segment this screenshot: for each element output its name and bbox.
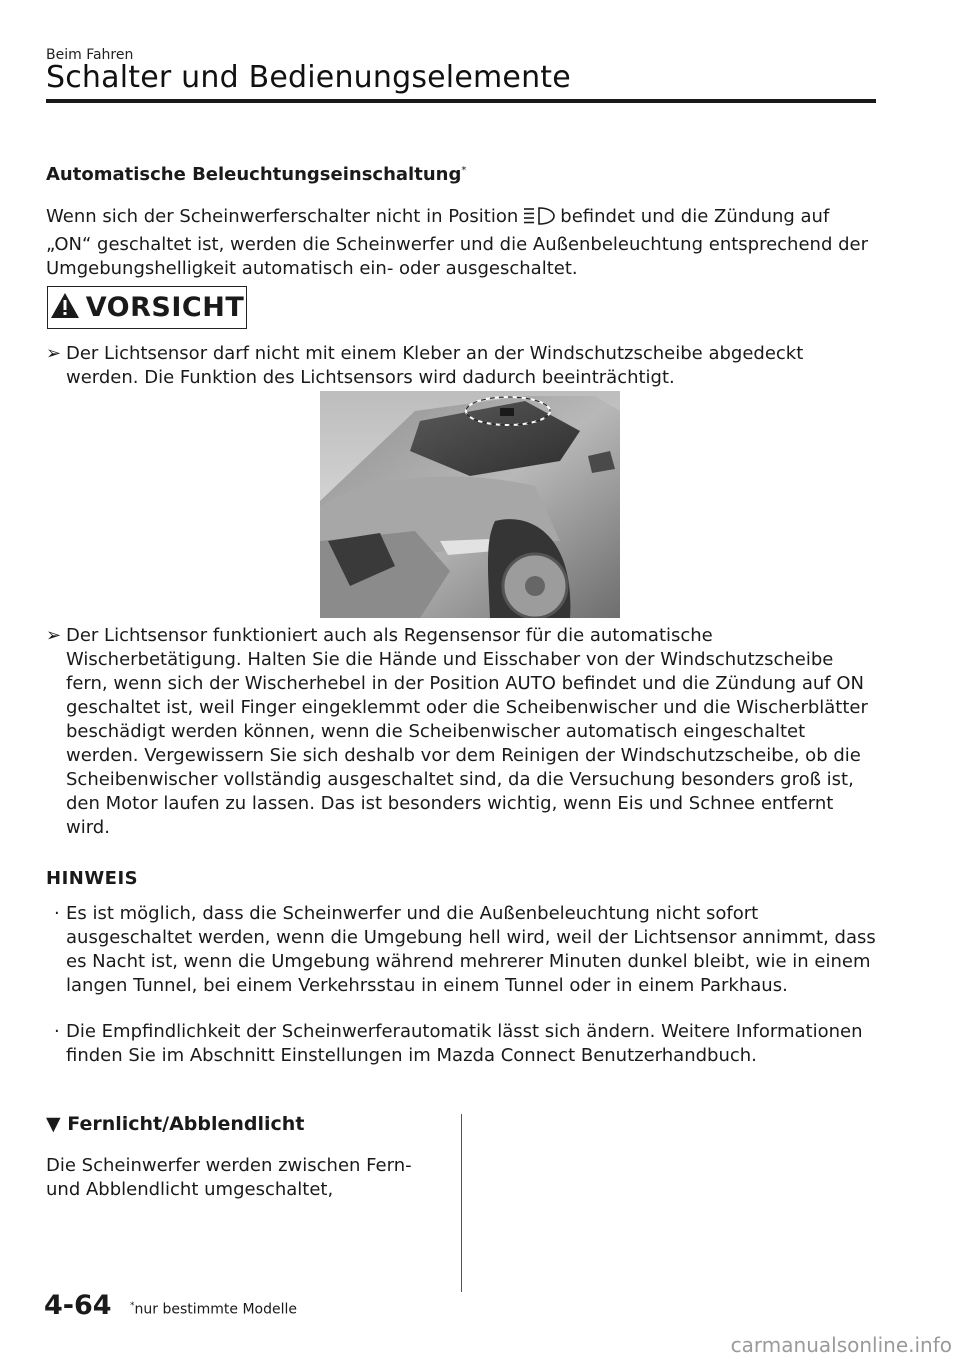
caution-item <box>46 342 876 390</box>
footnote-marker: * <box>461 165 467 176</box>
note-text: Es ist möglich, dass die Scheinwerfer und die Außenbeleuchtung nicht sofort ausgeschaltet werden, wenn die Umgebung hell wird, weil der Lichtsensor annimmt, dass es Nacht ist, wenn die Umgebung während mehrerer Minuten dunkel bleibt, wie in einem langen Tunnel, bei einem Verkehrsstau in einem Tunnel oder in einem Parkhaus. <box>66 903 876 996</box>
footnote <box>130 1301 297 1318</box>
triangle-down-icon: ▼ <box>46 1113 61 1135</box>
section-heading <box>46 164 466 185</box>
note-item <box>46 902 876 998</box>
note-item <box>46 1020 876 1068</box>
note-text: Die Empfindlichkeit der Scheinwerferautomatik lässt sich ändern. Weitere Informationen finden Sie im Abschnitt Einstellungen im Mazda Connect Benutzerhandbuch. <box>66 1021 863 1066</box>
title-divider <box>46 99 876 103</box>
note-heading: HINWEIS <box>46 868 139 889</box>
caution-label: VORSICHT <box>85 292 245 323</box>
headlight-icon <box>522 206 556 233</box>
page-number: 4-64 <box>44 1290 112 1321</box>
caution-box <box>47 286 247 329</box>
footnote-marker: * <box>130 1301 135 1311</box>
intro-text-part1: Wenn sich der Scheinwerferschalter nicht in Position <box>46 206 519 227</box>
page-title: Schalter und Bedienungselemente <box>46 60 571 95</box>
caution-text: Der Lichtsensor darf nicht mit einem Kleber an der Windschutzscheibe abgedeckt werden. Die Funktion des Lichtsensors wird dadurch beeinträchtigt. <box>66 343 804 388</box>
bullet-arrow-icon: ➢ <box>46 343 62 364</box>
bullet-dot-icon: · <box>54 903 60 924</box>
subsection-heading <box>46 1113 304 1135</box>
watermark: carmanualsonline.info <box>730 1333 952 1357</box>
intro-text-part2: befindet und die Zündung auf „ON“ geschaltet ist, werden die Scheinwerfer und die Außenbeleuchtung entsprechend der Umgebungshelligkeit automatisch ein- oder ausgeschaltet. <box>46 206 868 279</box>
warning-triangle-icon <box>50 292 80 323</box>
caution-item <box>46 624 876 840</box>
subsection-heading-text: Fernlicht/Abblendlicht <box>67 1113 305 1135</box>
subsection-paragraph: Die Scheinwerfer werden zwischen Fern- und Abblendlicht umgeschaltet, <box>46 1155 412 1200</box>
section-heading-text: Automatische Beleuchtungseinschaltung <box>46 164 462 185</box>
intro-paragraph <box>46 205 876 281</box>
caution-text: Der Lichtsensor funktioniert auch als Regensensor für die automatische Wischerbetätigung. Halten Sie die Hände und Eisschaber von der Windschutzscheibe fern, wenn sich der Wischerhebel in der Position AUTO befindet und die Zündung auf ON geschaltet ist, weil Finger eingeklemmt oder die Scheibenwischer und die Wischerblätter beschädigt werden können, wenn die Scheibenwischer automatisch eingeschaltet werden. Vergewissern Sie sich deshalb vor dem Reinigen der Windschutzscheibe, ob die Scheibenwischer vollständig ausgeschaltet sind, da die Versuchung besonders groß ist, den Motor laufen zu lassen. Das ist besonders wichtig, wenn Eis und Schnee entfernt wird. <box>66 625 868 838</box>
car-windshield-sensor-illustration <box>320 391 620 618</box>
breadcrumb: Beim Fahren <box>46 47 134 63</box>
bullet-arrow-icon: ➢ <box>46 625 62 646</box>
column-divider <box>461 1114 462 1292</box>
bullet-dot-icon: · <box>54 1021 60 1042</box>
footnote-text: nur bestimmte Modelle <box>134 1301 297 1318</box>
